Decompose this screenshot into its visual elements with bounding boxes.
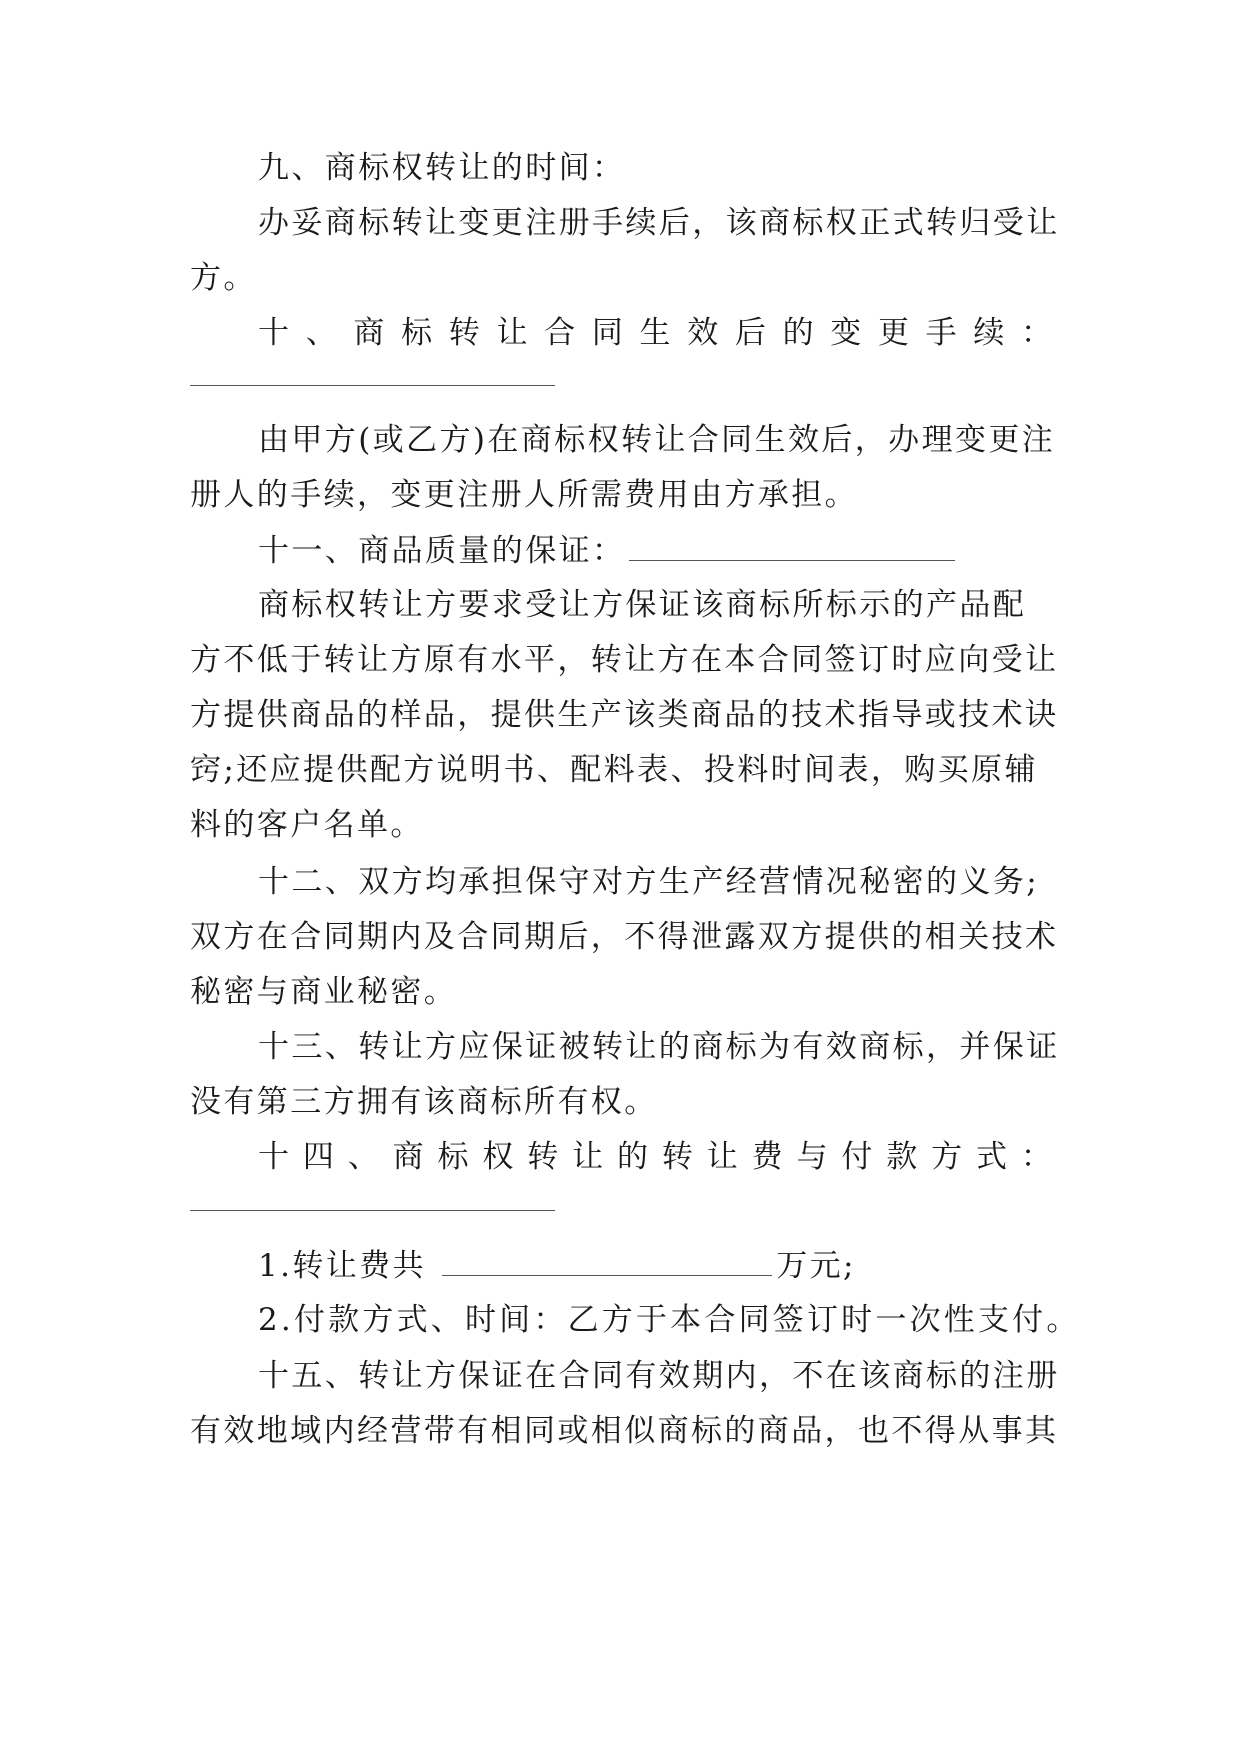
heading-char: 转 xyxy=(448,315,480,351)
fee-line xyxy=(258,1245,1052,1286)
section-14-heading xyxy=(258,1137,1052,1177)
section-12-heading: 十二、双方均承担保守对方生产经营情况秘密的义务; xyxy=(258,864,1040,900)
heading-char: 、 xyxy=(347,1139,379,1175)
heading-char: 的 xyxy=(782,315,814,351)
heading-char: 款 xyxy=(886,1139,918,1175)
paragraph-line: 商标权转让方要求受让方保证该商标所标示的产品配 xyxy=(258,587,1027,623)
heading-char: ： xyxy=(1021,315,1052,351)
payment-line: 2.付款方式、时间：乙方于本合同签订时一次性支付。 xyxy=(258,1302,1081,1338)
heading-char: ： xyxy=(1020,1139,1052,1175)
fee-amount-blank xyxy=(442,1245,772,1276)
heading-char: 手 xyxy=(925,315,957,351)
heading-char: 十 xyxy=(258,1139,289,1175)
heading-char: 十 xyxy=(258,315,289,351)
heading-char: 与 xyxy=(796,1139,828,1175)
blank-underline xyxy=(629,530,955,561)
heading-char: 标 xyxy=(401,315,433,351)
paragraph-line: 窍;还应提供配方说明书、配料表、投料时间表，购买原辅 xyxy=(190,752,1038,788)
heading-char: 的 xyxy=(617,1139,648,1175)
heading-char: 商 xyxy=(353,315,385,351)
section-11-heading xyxy=(258,530,1052,571)
paragraph-line: 办妥商标转让变更注册手续后，该商标权正式转归受让 xyxy=(258,205,1060,241)
section-11-label: 十一、商品质量的保证： xyxy=(258,533,626,569)
heading-char: 同 xyxy=(591,315,623,351)
paragraph-line: 册人的手续，变更注册人所需费用由方承担。 xyxy=(190,477,858,513)
paragraph-line: 方不低于转让方原有水平，转让方在本合同签订时应向受让 xyxy=(190,642,1059,678)
paragraph-line: 方提供商品的样品，提供生产该类商品的技术指导或技术诀 xyxy=(190,697,1059,733)
paragraph-line: 双方在合同期内及合同期后，不得泄露双方提供的相关技术 xyxy=(190,919,1059,955)
section-15-heading: 十五、转让方保证在合同有效期内，不在该商标的注册 xyxy=(258,1358,1060,1394)
heading-char: 四 xyxy=(302,1139,334,1175)
heading-char: 让 xyxy=(706,1139,738,1175)
heading-char: 转 xyxy=(661,1139,693,1175)
heading-char: 合 xyxy=(544,315,576,351)
heading-char: 商 xyxy=(392,1139,424,1175)
paragraph-line: 料的客户名单。 xyxy=(190,807,424,843)
paragraph-line: 方。 xyxy=(190,260,257,296)
heading-char: 权 xyxy=(482,1139,514,1175)
heading-char: 式 xyxy=(976,1139,1007,1175)
heading-char: 效 xyxy=(687,315,719,351)
heading-char: 让 xyxy=(496,315,528,351)
heading-char: 付 xyxy=(841,1139,873,1175)
fee-label: 1.转让费共 xyxy=(258,1248,426,1284)
heading-char: 转 xyxy=(527,1139,559,1175)
heading-char: 生 xyxy=(639,315,671,351)
blank-underline xyxy=(190,385,555,386)
section-9-heading: 九、商标权转让的时间： xyxy=(258,150,626,186)
heading-char: 、 xyxy=(305,315,337,351)
section-10-heading xyxy=(258,313,1052,353)
section-13-heading: 十三、转让方应保证被转让的商标为有效商标，并保证 xyxy=(258,1029,1060,1065)
paragraph-line: 没有第三方拥有该商标所有权。 xyxy=(190,1084,658,1120)
paragraph-line: 秘密与商业秘密。 xyxy=(190,974,458,1010)
paragraph-line: 由甲方(或乙方)在商标权转让合同生效后，办理变更注 xyxy=(258,422,1056,458)
heading-char: 标 xyxy=(437,1139,469,1175)
heading-char: 费 xyxy=(751,1139,783,1175)
heading-char: 方 xyxy=(931,1139,963,1175)
blank-underline xyxy=(190,1210,555,1211)
heading-char: 续 xyxy=(973,315,1005,351)
heading-char: 让 xyxy=(572,1139,604,1175)
paragraph-line: 有效地域内经营带有相同或相似商标的商品，也不得从事其 xyxy=(190,1413,1059,1449)
heading-char: 变 xyxy=(830,315,862,351)
heading-char: 后 xyxy=(734,315,766,351)
heading-char: 更 xyxy=(877,315,909,351)
fee-unit: 万元; xyxy=(776,1248,856,1284)
